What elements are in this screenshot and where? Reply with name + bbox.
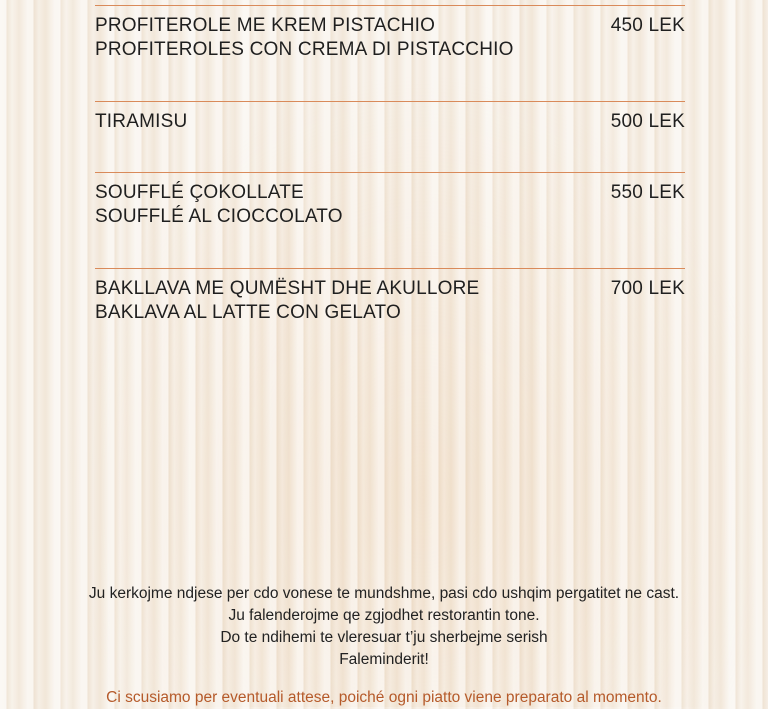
menu-item-names xyxy=(95,110,575,134)
footer-welcome-back-line: Do te ndihemi te vleresuar t’ju sherbejme serish xyxy=(220,629,548,646)
menu-item-name-albanian: SOUFFLÉ ÇOKOLLATE xyxy=(95,182,304,203)
menu-item-price: 450 LEK xyxy=(610,15,685,36)
menu-item-names xyxy=(95,277,575,325)
footer-thanks-line: Ju falenderojme qe zgjodhet restorantin tone. xyxy=(228,607,540,624)
footer-italian-apology: Ci scusiamo per eventuali attese, poiché ogni piatto viene preparato al momento. xyxy=(106,689,662,706)
menu-item-price: 700 LEK xyxy=(610,278,685,299)
footer-apology-line: Ju kerkojme ndjese per cdo vonese te mundshme, pasi cdo ushqim pergatitet ne cast. xyxy=(88,585,680,602)
menu-footer-note xyxy=(0,583,768,709)
menu-item-baklava xyxy=(95,268,685,323)
menu-item-souffle xyxy=(95,172,685,227)
menu-item-price: 550 LEK xyxy=(610,182,685,203)
menu-item-tiramisu xyxy=(95,101,685,132)
menu-item-profiterole xyxy=(95,5,685,60)
menu-item-name-albanian: PROFITEROLE ME KREM PISTACHIO xyxy=(95,15,436,36)
menu-item-name-albanian: BAKLLAVA ME QUMËSHT DHE AKULLORE xyxy=(95,278,480,299)
menu-item-name-italian: SOUFFLÉ AL CIOCCOLATO xyxy=(95,206,343,227)
menu-item-names xyxy=(95,181,575,229)
menu-item-name-italian: PROFITEROLES CON CREMA DI PISTACCHIO xyxy=(95,39,514,60)
menu-item-names xyxy=(95,14,575,62)
footer-faleminderit-line: Faleminderit! xyxy=(339,651,429,668)
menu-item-name-albanian: TIRAMISU xyxy=(95,111,188,132)
menu-item-price: 500 LEK xyxy=(610,111,685,132)
menu-item-name-italian: BAKLAVA AL LATTE CON GELATO xyxy=(95,302,401,323)
